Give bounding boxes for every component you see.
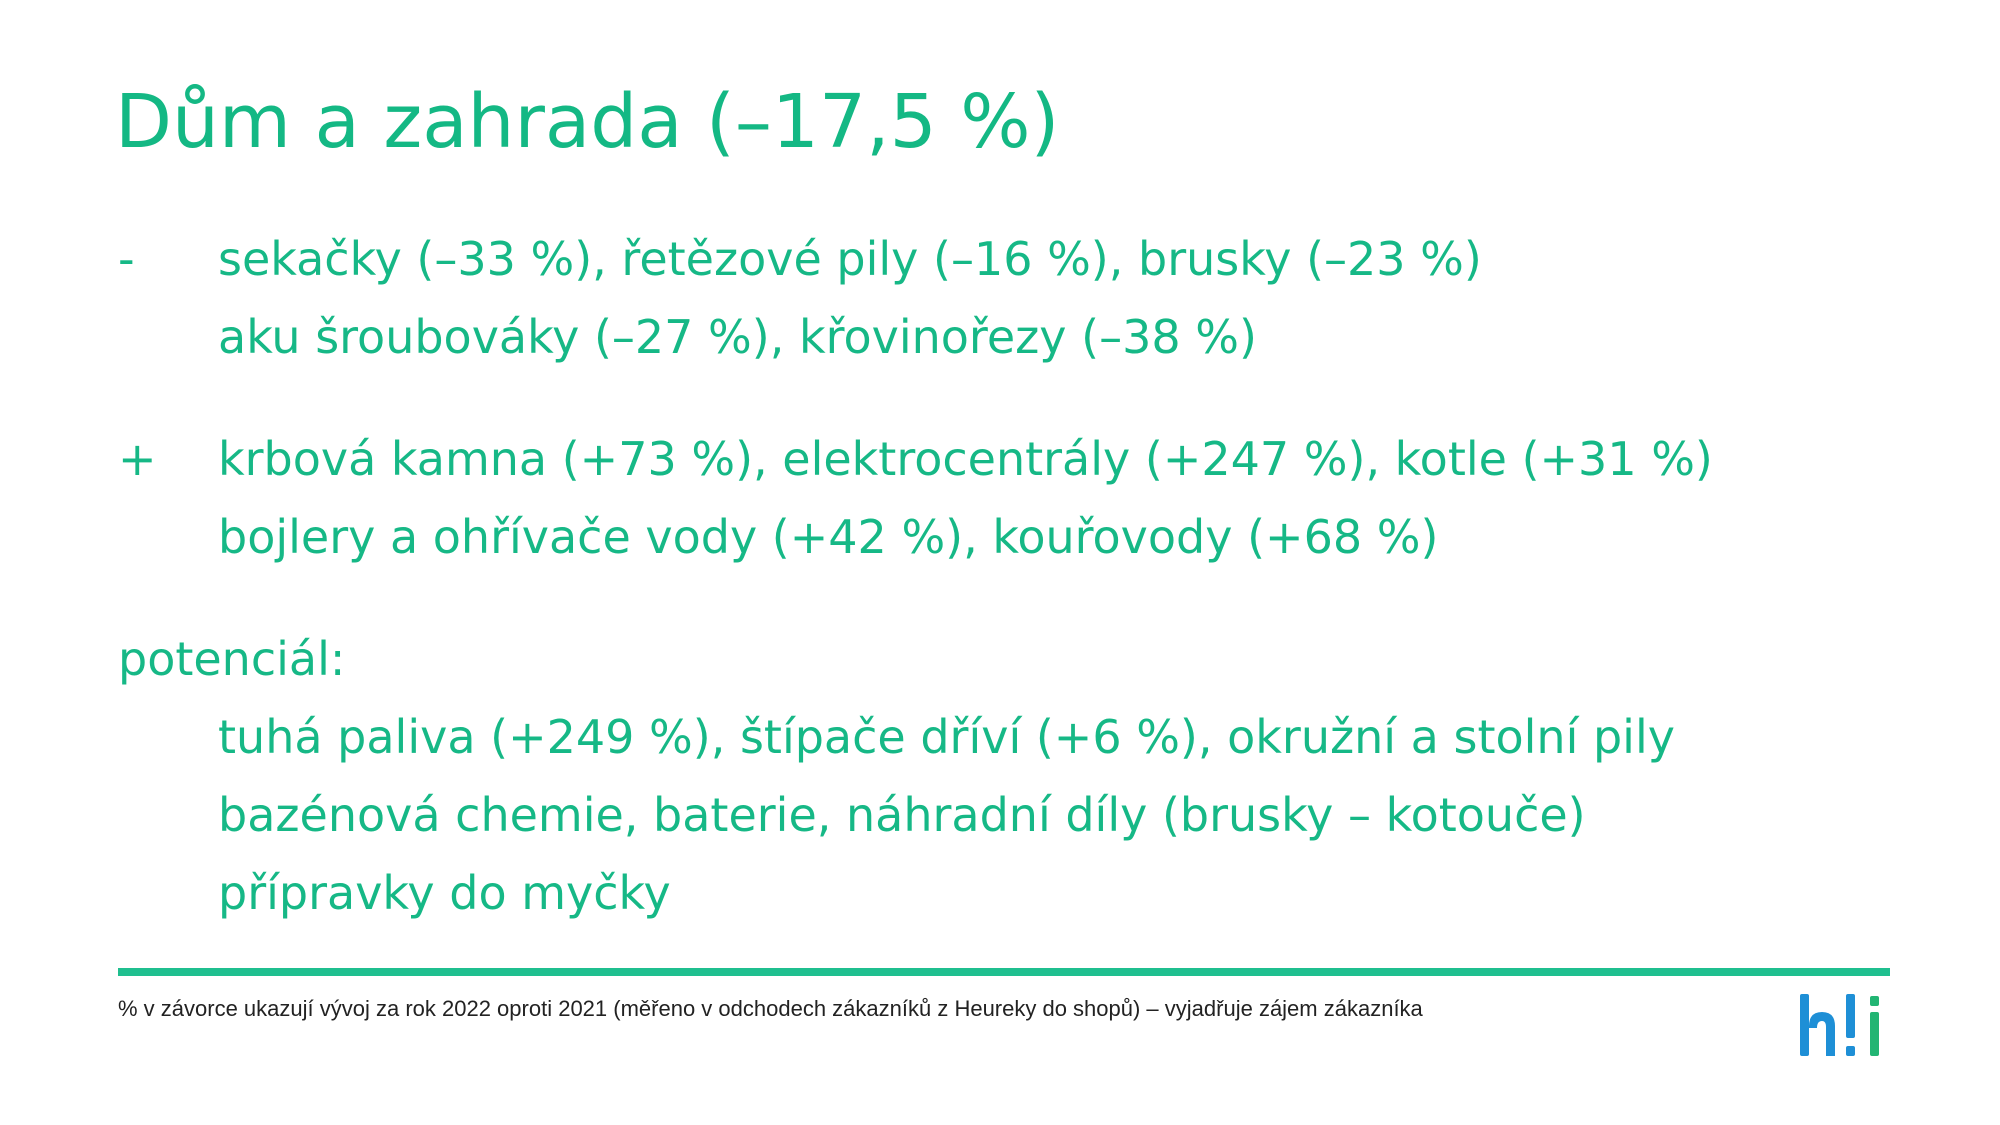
minus-line-1: sekačky (–33 %), řetězové pily (–16 %), brusky (–23 %) <box>218 232 1482 286</box>
footnote: % v závorce ukazují vývoj za rok 2022 oproti 2021 (měřeno v odchodech zákazníků z Heureky do shopů) – vyjadřuje zájem zákazníka <box>118 996 1423 1021</box>
heureka-logo-icon <box>1798 988 1890 1062</box>
potential-line-2: bazénová chemie, baterie, náhradní díly (brusky – kotouče) <box>218 788 1586 842</box>
minus-marker: - <box>118 232 135 286</box>
plus-marker: + <box>118 432 157 486</box>
plus-line-2: bojlery a ohřívače vody (+42 %), kouřovody (+68 %) <box>218 510 1439 564</box>
potential-line-3: přípravky do myčky <box>218 866 671 920</box>
plus-line-1: krbová kamna (+73 %), elektrocentrály (+247 %), kotle (+31 %) <box>218 432 1713 486</box>
minus-line-2: aku šroubováky (–27 %), křovinořezy (–38 %) <box>218 310 1257 364</box>
slide-title: Dům a zahrada (–17,5 %) <box>115 79 1060 165</box>
potential-label: potenciál: <box>118 632 346 686</box>
divider-rule <box>118 968 1890 976</box>
potential-line-1: tuhá paliva (+249 %), štípače dříví (+6 %), okružní a stolní pily <box>218 710 1675 764</box>
